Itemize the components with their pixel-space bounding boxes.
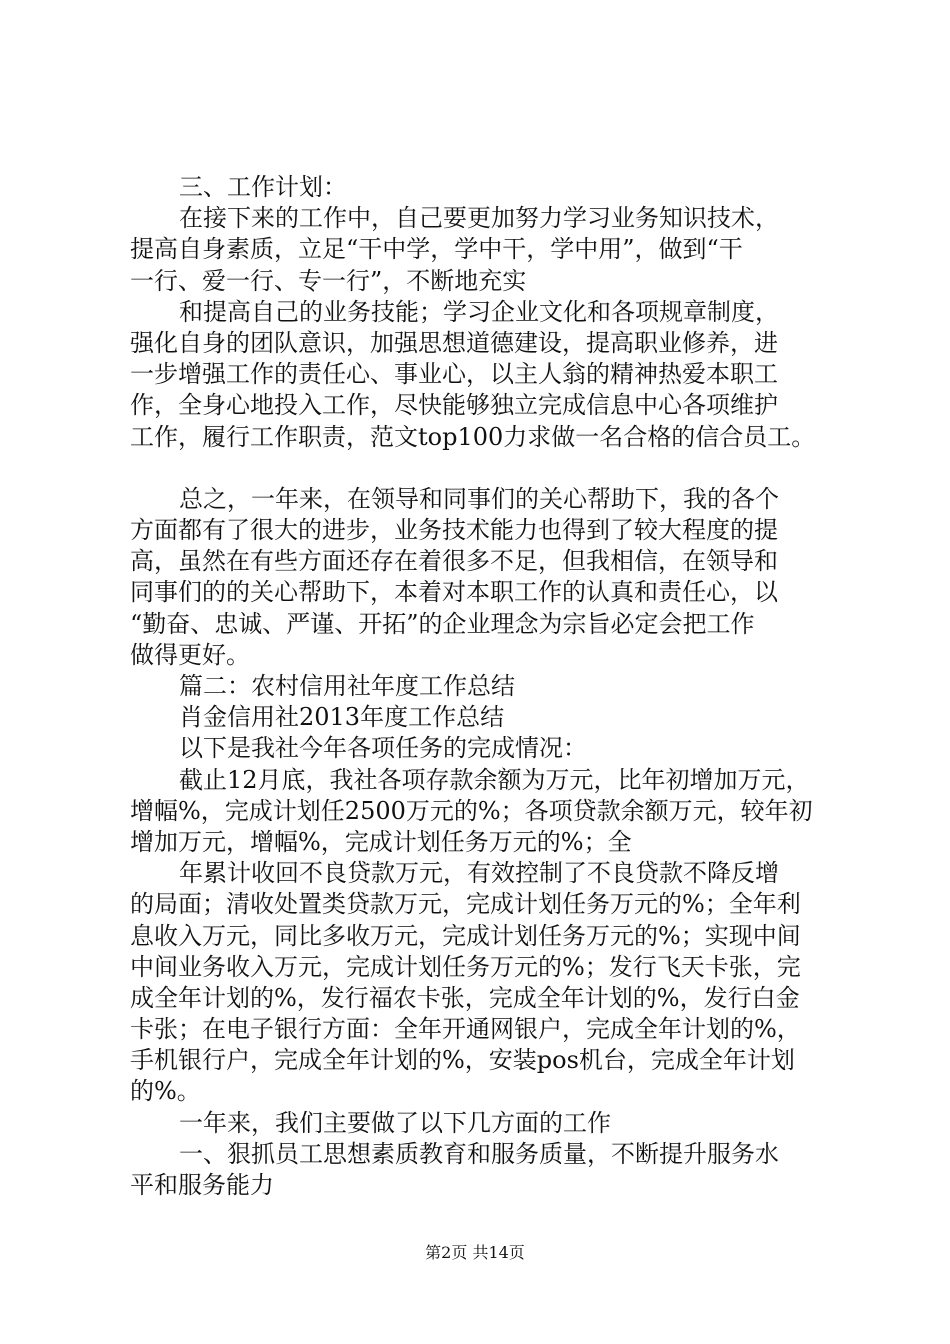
paragraph-line: “勤奋、忠诚、严谨、开拓”的企业理念为宗旨必定会把工作 [130,609,755,638]
part-title: 篇二：农村信用社年度工作总结 [179,672,515,700]
paragraph-line: 强化自身的团队意识，加强思想道德建设，提高职业修养，进 [130,328,778,357]
paragraph-line: 一行、爱一行、专一行”，不断地充实 [130,266,527,295]
paragraph-line: 同事们的的关心帮助下，本着对本职工作的认真和责任心，以 [130,578,778,607]
paragraph-line: 作，全身心地投入工作，尽快能够独立完成信息中心各项维护 [130,391,778,420]
paragraph-line: 在接下来的工作中，自己要更加努力学习业务知识技术， [179,204,779,233]
paragraph-line: 截止12月底，我社各项存款余额为万元，比年初增加万元， [179,765,810,794]
paragraph-line: 高，虽然在有些方面还存在着很多不足，但我相信，在领导和 [130,547,778,576]
paragraph-line: 息收入万元，同比多收万元，完成计划任务万元的%；实现中间 [130,921,801,950]
paragraph-line: 的局面；清收处置类贷款万元，完成计划任务万元的%；全年利 [130,890,801,919]
paragraph-line: 一、狠抓员工思想素质教育和服务质量，不断提升服务水 [179,1139,779,1168]
paragraph-line: 方面都有了很大的进步，业务技术能力也得到了较大程度的提 [130,516,778,545]
document-body [130,172,850,1201]
paragraph-line: 卡张；在电子银行方面：全年开通网银户，完成全年计划的%， [130,1015,801,1044]
paragraph-line: 和提高自己的业务技能；学习企业文化和各项规章制度， [179,297,779,326]
page-footer: 第2页 共14页 [425,1243,525,1262]
section-heading-work-plan: 三、工作计划： [179,173,347,201]
paragraph-line: 年累计收回不良贷款万元，有效控制了不良贷款不降反增 [179,859,779,888]
paragraph-line: 总之，一年来，在领导和同事们的关心帮助下，我的各个 [179,484,779,513]
paragraph-line: 一年来，我们主要做了以下几方面的工作 [179,1108,611,1137]
paragraph-line: 工作，履行工作职责，范文top100力求做一名合格的信合员工。 [130,422,816,451]
paragraph-line: 以下是我社今年各项任务的完成情况： [179,734,587,763]
paragraph-line: 增幅%，完成计划任2500万元的%；各项贷款余额万元，较年初 [130,796,813,825]
part-subtitle: 肖金信用社2013年度工作总结 [179,703,505,732]
paragraph-line: 中间业务收入万元，完成计划任务万元的%；发行飞天卡张，完 [130,952,801,981]
paragraph-line: 成全年计划的%，发行福农卡张，完成全年计划的%，发行白金 [130,983,800,1012]
paragraph-spacer [130,453,850,484]
paragraph-line: 提高自身素质，立足“干中学，学中干，学中用”，做到“干 [130,235,743,264]
paragraph-line: 做得更好。 [130,640,250,669]
paragraph-line: 一步增强工作的责任心、事业心，以主人翁的精神热爱本职工 [130,360,778,389]
paragraph-line: 增加万元，增幅%，完成计划任务万元的%；全 [130,827,632,856]
paragraph-line: 的%。 [130,1077,201,1106]
paragraph-line: 手机银行户，完成全年计划的%，安装pos机台，完成全年计划 [130,1046,795,1075]
paragraph-line: 平和服务能力 [130,1171,274,1199]
